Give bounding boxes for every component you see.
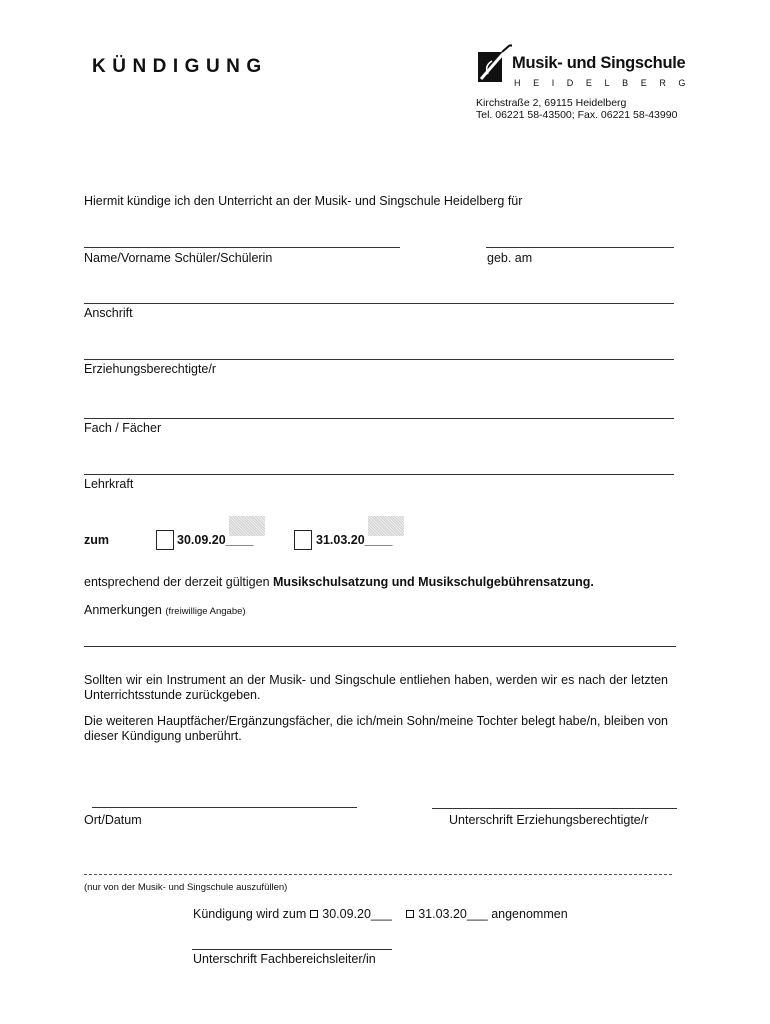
department-head-signature-line[interactable] (192, 949, 392, 950)
acceptance-text (193, 907, 568, 921)
guardian-signature-label: Unterschrift Erziehungsberechtigte/r (449, 813, 649, 827)
remarks-label-row (84, 603, 246, 617)
acceptance-suffix: angenommen (491, 907, 568, 921)
remarks-field-line[interactable] (84, 646, 676, 647)
statute-bold: Musikschulsatzung und Musikschulgebührensatzung. (273, 575, 594, 589)
guardian-signature-line[interactable] (432, 808, 677, 809)
teacher-field-line[interactable] (84, 474, 674, 475)
school-logo-city: HEIDELBERG (514, 78, 699, 88)
intro-text: Hiermit kündige ich den Unterricht an der Musik- und Singschule Heidelberg für (84, 194, 523, 208)
name-field-line[interactable] (84, 247, 400, 248)
place-date-label: Ort/Datum (84, 813, 142, 827)
teacher-label: Lehrkraft (84, 477, 134, 491)
remarks-label: Anmerkungen (84, 603, 162, 617)
birthdate-field-line[interactable] (486, 247, 674, 248)
office-checkbox-30-09[interactable] (310, 910, 318, 918)
tuning-fork-logo-icon (472, 44, 512, 86)
subjects-paragraph: Die weiteren Hauptfächer/Ergänzungsfächer, die ich/mein Sohn/meine Tochter belegt habe/n, bleiben von dieser Kündigung unberührt. (84, 714, 668, 743)
place-date-field-line[interactable] (92, 807, 357, 808)
guardian-label: Erziehungsberechtigte/r (84, 362, 217, 376)
guardian-field-line[interactable] (84, 359, 674, 360)
school-address (476, 98, 677, 121)
subject-field-line[interactable] (84, 418, 674, 419)
phone-fax-line: Tel. 06221 58-43500; Fax. 06221 58-43990 (476, 108, 678, 121)
checkbox-30-09[interactable] (156, 530, 174, 550)
date-30-09-label: 30.09.20____ (177, 533, 254, 547)
name-label: Name/Vorname Schüler/Schülerin (84, 251, 273, 265)
statute-text (84, 575, 594, 589)
department-head-signature-label: Unterschrift Fachbereichsleiter/in (193, 952, 376, 966)
subject-label: Fach / Fächer (84, 421, 162, 435)
document-title: KÜNDIGUNG (92, 56, 268, 77)
statute-prefix: entsprechend der derzeit gültigen (84, 575, 274, 589)
office-checkbox-31-03[interactable] (406, 910, 414, 918)
instrument-paragraph: Sollten wir ein Instrument an der Musik- und Singschule entliehen haben, werden wir es nach der letzten Unterrichtsstunde zurückgeben. (84, 673, 668, 702)
office-date-30-09: 30.09.20___ (322, 907, 392, 921)
address-label: Anschrift (84, 306, 133, 320)
zum-label: zum (84, 533, 109, 547)
date-31-03-label: 31.03.20____ (316, 533, 393, 547)
remarks-note: (freiwillige Angabe) (165, 606, 246, 617)
checkbox-31-03[interactable] (294, 530, 312, 550)
acceptance-prefix: Kündigung wird zum (193, 907, 307, 921)
cut-line (84, 874, 672, 875)
address-field-line[interactable] (84, 303, 674, 304)
office-date-31-03: 31.03.20___ (418, 907, 488, 921)
office-only-note: (nur von der Musik- und Singschule auszufüllen) (84, 882, 288, 893)
school-logo-name: Musik- und Singschule (512, 54, 686, 72)
address-line: Kirchstraße 2, 69115 Heidelberg (476, 97, 627, 109)
birthdate-label: geb. am (487, 251, 533, 265)
